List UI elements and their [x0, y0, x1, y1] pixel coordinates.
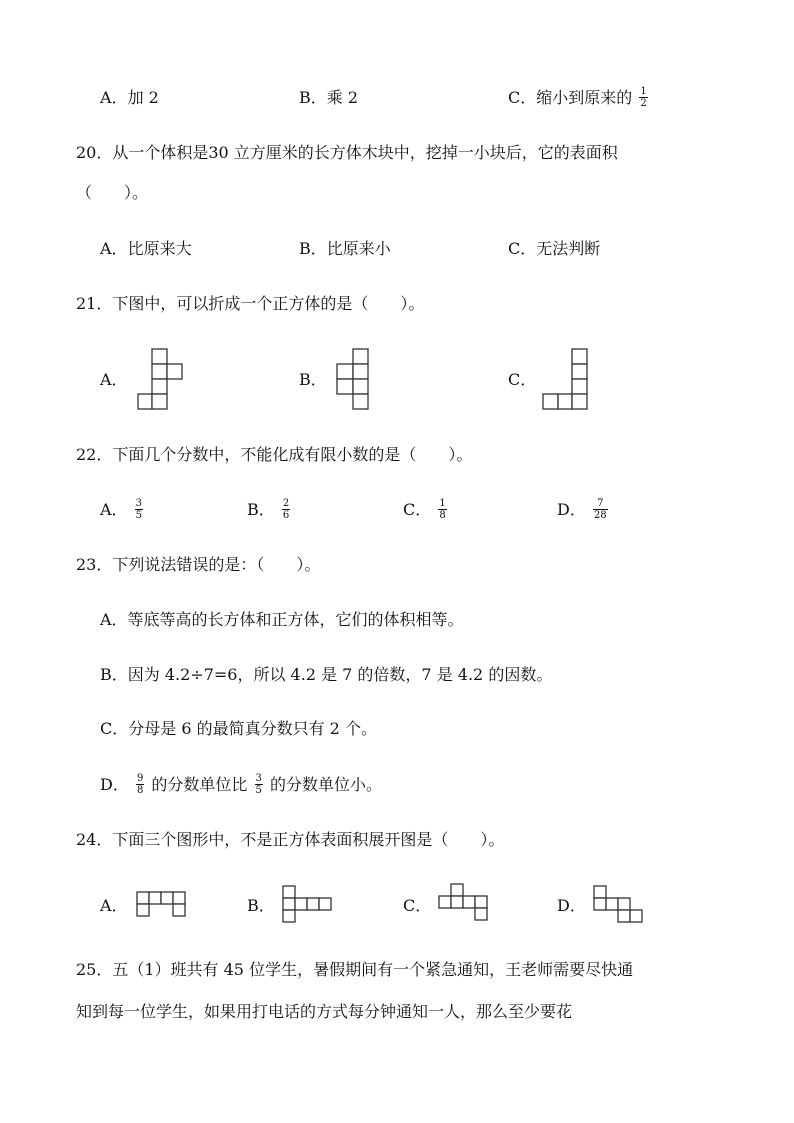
- option-text: 的分数单位小。: [269, 775, 382, 794]
- q25-stem-line1: 25．五（1）班共有 45 位学生，暑假期间有一个紧急通知，王老师需要尽快通: [76, 960, 634, 979]
- q19-option-a: [100, 87, 159, 109]
- fraction: $\frac{9}{8}$: [136, 773, 144, 796]
- q24-net-a: [136, 891, 188, 919]
- q21-stem: 21．下图中，可以折成一个正方体的是（ ）。: [76, 294, 425, 313]
- q23-option-c: C．分母是 6 的最简真分数只有 2 个。: [100, 719, 377, 738]
- q22-option-a: [100, 499, 145, 522]
- option-letter: C．: [403, 500, 432, 519]
- q23-option-b: B．因为 4.2÷7=6，所以 4.2 是 7 的倍数，7 是 4.2 的因数。: [100, 665, 553, 684]
- option-letter: C．: [508, 88, 537, 107]
- q20-option-a: [100, 238, 192, 260]
- option-letter: B．: [299, 88, 327, 107]
- q22-option-d: [557, 499, 610, 522]
- option-text: 乘 2: [326, 88, 359, 107]
- q23-option-d: [100, 774, 382, 797]
- q23-option-a: A．等底等高的长方体和正方体，它们的体积相等。: [100, 610, 464, 629]
- q21-net-c: [542, 348, 590, 410]
- q22-option-c: [403, 499, 449, 522]
- q22-stem: 22．下面几个分数中，不能化成有限小数的是（ ）。: [76, 445, 473, 464]
- q19-option-c: [508, 87, 650, 110]
- q20-option-b: [299, 238, 391, 260]
- option-letter: A．: [100, 500, 128, 519]
- q24-net-d: [593, 885, 645, 925]
- option-letter: A．: [100, 239, 128, 258]
- option-text: 比原来大: [127, 239, 192, 258]
- q24-stem: 24．下面三个图形中，不是正方体表面积展开图是（ ）。: [76, 830, 505, 849]
- q20-stem-line2: （ ）。: [76, 183, 149, 202]
- option-letter: D．: [100, 775, 129, 794]
- q24-option-d-label: D．: [557, 896, 586, 915]
- option-text: 比原来小: [326, 239, 391, 258]
- q19-option-b: [299, 87, 358, 109]
- q21-option-b-label: B．: [299, 370, 327, 389]
- q21-net-b: [336, 348, 370, 410]
- q24-net-b: [282, 885, 334, 925]
- option-letter: B．: [299, 239, 327, 258]
- option-letter: D．: [557, 500, 586, 519]
- fraction: $\frac{1}{8}$: [439, 498, 446, 521]
- q21-net-a: [137, 348, 185, 410]
- option-text: 的分数单位比: [151, 775, 248, 794]
- q20-option-c: [508, 238, 600, 260]
- q20-stem-line1: 20．从一个体积是30 立方厘米的长方体木块中，挖掉一小块后，它的表面积: [76, 143, 618, 162]
- option-text: 无法判断: [536, 239, 601, 258]
- option-text: 缩小到原来的: [536, 88, 633, 107]
- fraction: $\frac{3}{5}$: [135, 498, 143, 521]
- q24-net-c: [438, 883, 490, 923]
- q21-option-c-label: C．: [508, 370, 537, 389]
- q22-option-b: [247, 499, 292, 522]
- fraction: $\frac{2}{6}$: [282, 498, 290, 521]
- q25-stem-line2: 知到每一位学生，如果用打电话的方式每分钟通知一人，那么至少要花: [76, 1002, 573, 1021]
- q24-option-a-label: A．: [100, 896, 128, 915]
- option-letter: C．: [508, 239, 537, 258]
- fraction: $\frac{7}{28}$: [593, 498, 607, 521]
- q24-option-c-label: C．: [403, 896, 432, 915]
- option-text: 加 2: [127, 88, 159, 107]
- fraction-one-half: $\frac{1}{2}$: [640, 86, 647, 109]
- q21-option-a-label: A．: [100, 370, 128, 389]
- option-letter: A．: [100, 88, 128, 107]
- q24-option-b-label: B．: [247, 896, 275, 915]
- option-letter: B．: [247, 500, 275, 519]
- fraction: $\frac{3}{5}$: [255, 773, 262, 796]
- q23-stem: 23．下列说法错误的是：（ ）。: [76, 555, 321, 574]
